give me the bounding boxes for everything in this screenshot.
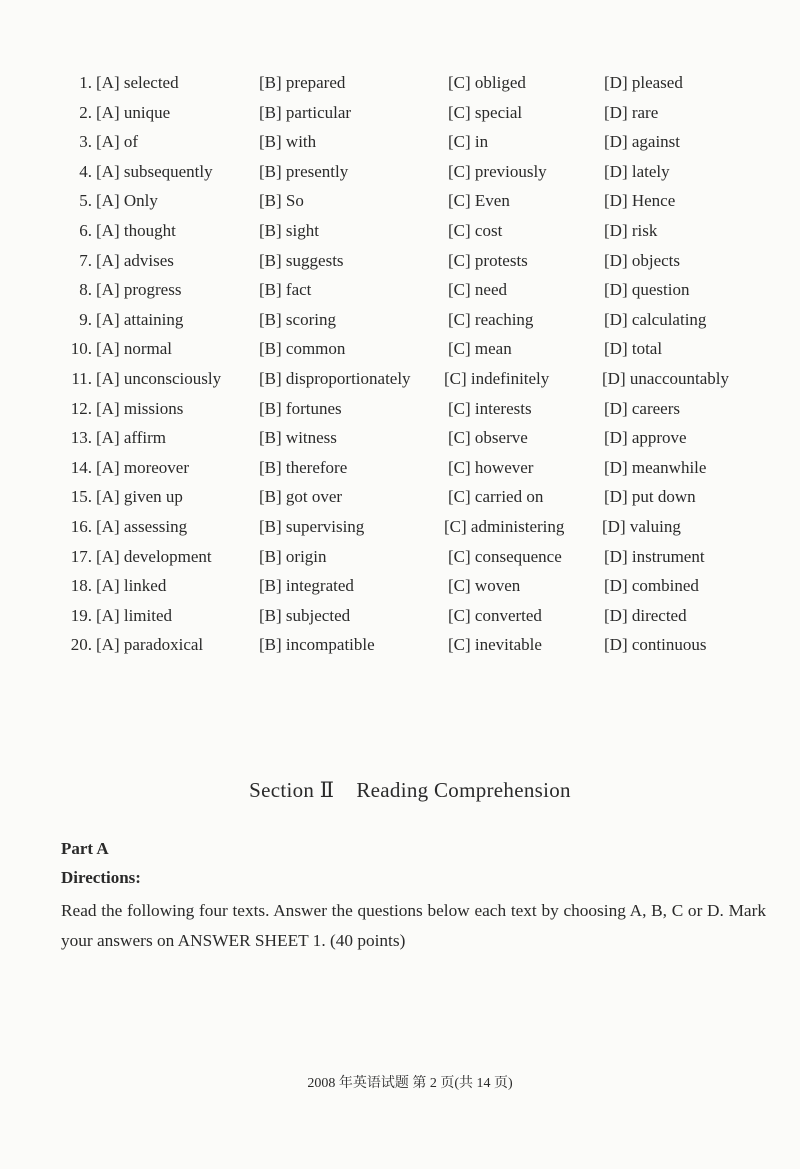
option-b: [B] common [259,339,346,359]
option-c: [C] indefinitely [444,368,550,388]
option-d: [D] total [604,339,663,359]
question-row [58,630,778,660]
option-d: [D] against [604,132,681,152]
question-row [58,601,778,631]
option-d: [D] calculating [604,309,707,329]
option-d: [D] careers [604,398,680,418]
question-row [58,453,778,483]
question-row [58,68,778,98]
question-number: 13. [70,428,92,448]
option-a: [A] affirm [96,428,167,448]
directions-label: Directions: [61,868,141,887]
option-b: [B] So [259,191,304,211]
option-d: [D] pleased [604,73,683,92]
question-row [58,482,778,512]
option-d: [D] lately [604,161,670,181]
option-b: [B] fortunes [259,398,342,418]
option-c: [C] observe [448,428,528,448]
option-b: [B] with [259,132,317,152]
option-d: [D] valuing [602,516,681,536]
question-row [58,246,778,276]
cloze-options-list [58,68,778,660]
option-d: [D] meanwhile [604,457,707,477]
option-d: [D] unaccountably [602,368,729,388]
option-a: [A] selected [96,73,179,92]
option-b: [B] particular [259,102,352,122]
question-number: 4. [79,161,92,181]
page-footer: 2008 年英语试题 第 2 页(共 14 页) [307,1076,513,1091]
question-number: 6. [79,220,92,240]
option-d: [D] put down [604,487,696,507]
option-b: [B] fact [259,280,312,300]
question-row [58,186,778,216]
option-a: [A] of [96,132,139,152]
option-c: [C] previously [448,161,547,181]
option-b: [B] therefore [259,457,348,477]
question-number: 12. [70,398,92,418]
question-row [58,571,778,601]
option-c: [C] however [448,457,534,477]
option-a: [A] linked [96,576,167,596]
section-label: Section Ⅱ [249,778,335,802]
option-a: [A] progress [96,280,182,300]
option-c: [C] carried on [448,487,544,507]
question-number: 7. [79,250,92,270]
question-number: 10. [70,339,92,359]
question-number: 1. [79,73,92,92]
option-c: [C] special [448,102,523,122]
question-number: 18. [70,576,92,596]
option-c: [C] mean [448,339,512,359]
question-number: 8. [79,280,92,300]
option-d: [D] approve [604,428,687,448]
option-c: [C] inevitable [448,635,542,655]
option-b: [B] got over [259,487,343,507]
option-a: [A] advises [96,250,174,270]
option-d: [D] directed [604,605,687,625]
question-row [58,127,778,157]
option-d: [D] combined [604,576,699,596]
option-a: [A] assessing [96,516,188,536]
question-number: 9. [79,309,92,329]
question-number: 17. [70,546,92,566]
option-a: [A] limited [96,605,173,625]
option-d: [D] objects [604,250,681,270]
question-number: 2. [79,102,92,122]
option-d: [D] rare [604,102,659,122]
option-a: [A] attaining [96,309,184,329]
option-c: [C] administering [444,516,565,536]
option-c: [C] in [448,132,489,152]
option-c: [C] obliged [448,73,526,92]
question-number: 14. [70,457,92,477]
option-b: [B] disproportionately [259,368,411,388]
question-number: 16. [70,516,92,536]
option-b: [B] origin [259,546,327,566]
option-d: [D] question [604,280,690,300]
option-a: [A] normal [96,339,173,359]
option-b: [B] suggests [259,250,344,270]
option-a: [A] Only [96,191,158,211]
option-b: [B] scoring [259,309,336,329]
option-b: [B] witness [259,428,337,448]
option-a: [A] thought [96,220,176,240]
option-c: [C] reaching [448,309,534,329]
option-b: [B] presently [259,161,349,181]
option-a: [A] unconsciously [96,368,222,388]
question-row [58,216,778,246]
option-b: [B] subjected [259,605,351,625]
question-number: 15. [70,487,92,507]
question-number: 5. [79,191,92,211]
directions-text: Read the following four texts. Answer the questions below each text by choosing A, B, C or D. Mark your answers on ANSWER SHEET 1. (40 points) [61,901,766,950]
option-a: [A] moreover [96,457,189,477]
option-b: [B] sight [259,220,319,240]
question-row [58,334,778,364]
question-row [58,364,778,394]
option-d: [D] instrument [604,546,705,566]
option-d: [D] Hence [604,191,676,211]
question-number: 19. [70,605,92,625]
option-a: [A] development [96,546,212,566]
section-heading [0,778,800,803]
question-number: 11. [71,368,92,388]
option-c: [C] woven [448,576,521,596]
question-row [58,423,778,453]
section-title: Reading Comprehension [356,778,571,802]
option-a: [A] missions [96,398,184,418]
option-a: [A] unique [96,102,171,122]
option-c: [C] interests [448,398,532,418]
option-c: [C] cost [448,220,503,240]
option-c: [C] protests [448,250,528,270]
option-b: [B] integrated [259,576,354,596]
option-c: [C] consequence [448,546,562,566]
option-c: [C] converted [448,605,542,625]
option-c: [C] need [448,280,508,300]
question-row [58,275,778,305]
option-d: [D] continuous [604,635,707,655]
question-row [58,394,778,424]
part-heading: Part A [61,839,109,858]
option-a: [A] subsequently [96,161,213,181]
option-a: [A] given up [96,487,183,507]
option-a: [A] paradoxical [96,635,204,655]
option-b: [B] incompatible [259,635,375,655]
option-b: [B] prepared [259,73,346,92]
question-row [58,305,778,335]
question-row [58,157,778,187]
question-number: 3. [79,132,92,152]
question-row [58,542,778,572]
option-b: [B] supervising [259,516,365,536]
option-c: [C] Even [448,191,510,211]
question-number: 20. [70,635,92,655]
question-row [58,512,778,542]
option-d: [D] risk [604,220,658,240]
question-row [58,98,778,128]
